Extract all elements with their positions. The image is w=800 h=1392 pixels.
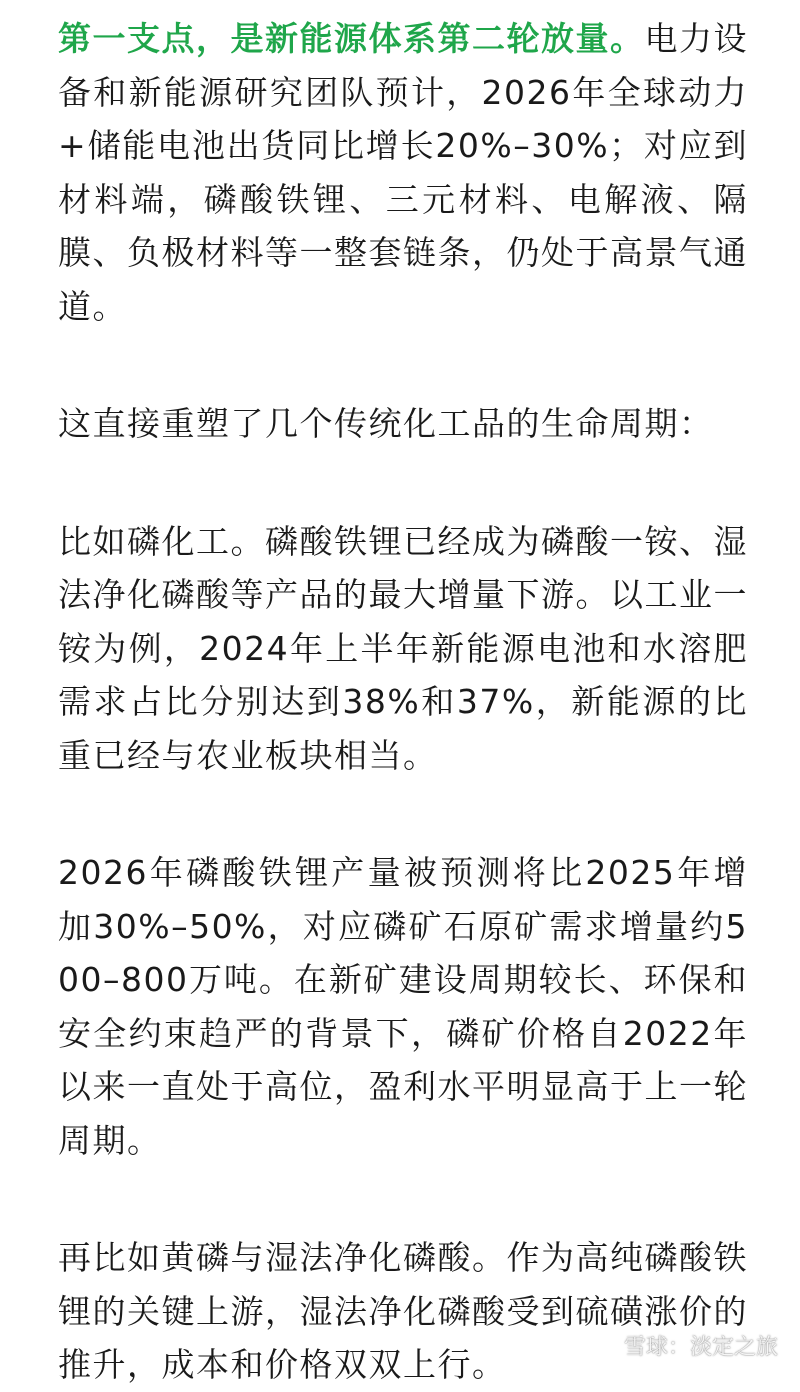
article-body: [58, 12, 748, 1392]
snowball-logo-icon: [590, 1332, 618, 1360]
paragraph-4: 2026年磷酸铁锂产量被预测将比2025年增加30%–50%，对应磷矿石原矿需求增量约500–800万吨。在新矿建设周期较长、环保和安全约束趋严的背景下，磷矿价格自2022年以来一直处于高位，盈利水平明显高于上一轮周期。: [58, 853, 748, 1160]
paragraph-2: 这直接重塑了几个传统化工品的生命周期：: [58, 404, 714, 443]
paragraph-5: 再比如黄磷与湿法净化磷酸。作为高纯磷酸铁锂的关键上游，湿法净化磷酸受到硫磺涨价的推升，成本和价格双双上行。: [58, 1238, 748, 1384]
watermark-text: 雪球：淡定之旅: [623, 1335, 778, 1360]
paragraph-1-text: 电力设备和新能源研究团队预计，2026年全球动力+储能电池出货同比增长20%–30%；对应到材料端，磷酸铁锂、三元材料、电解液、隔膜、负极材料等一整套链条，仍处于高景气通道。: [58, 19, 748, 326]
watermark: [590, 1330, 778, 1361]
highlight-lead: 第一支点，是新能源体系第二轮放量。: [58, 19, 645, 58]
paragraph-3: 比如磷化工。磷酸铁锂已经成为磷酸一铵、湿法净化磷酸等产品的最大增量下游。以工业一铵为例，2024年上半年新能源电池和水溶肥需求占比分别达到38%和37%，新能源的比重已经与农业板块相当。: [58, 521, 748, 775]
paragraph-1: [58, 12, 748, 333]
